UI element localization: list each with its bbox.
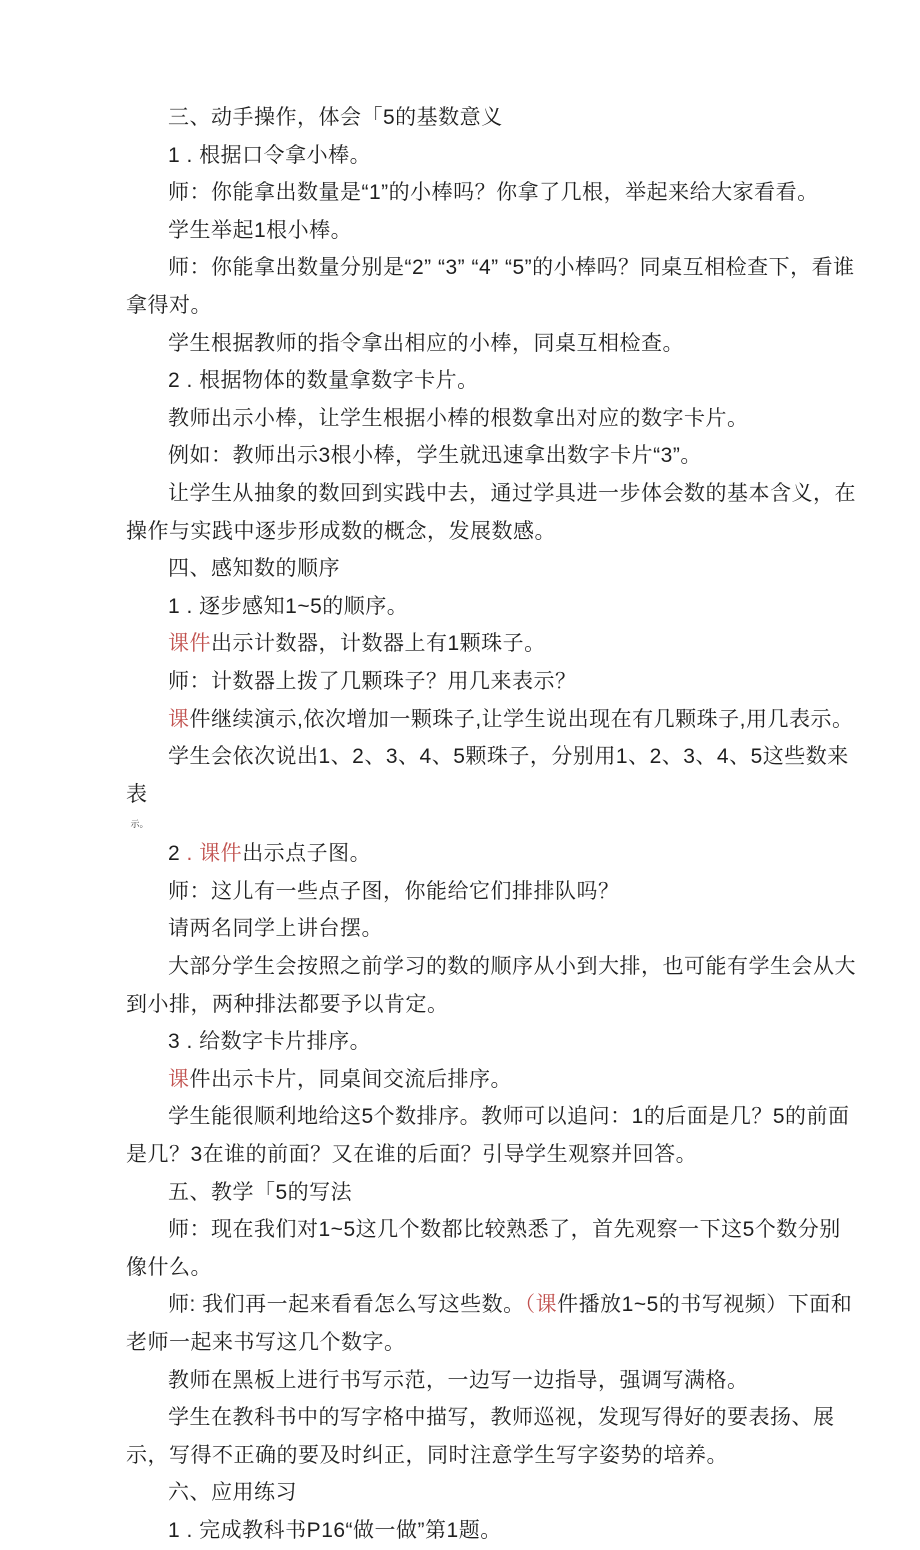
teacher-line [126, 1211, 860, 1286]
teacher-line [126, 174, 860, 212]
student-line [126, 1098, 860, 1173]
section-6-heading-segment: 六、应用练习 [168, 1481, 297, 1505]
teacher-line [126, 1286, 860, 1361]
section-4-heading [126, 550, 860, 588]
courseware-line-segment: 件出示卡片，同桌间交流后排序。 [189, 1067, 512, 1091]
teacher-line-segment: 教师出示小棒，让学生根据小棒的根数拿出对应的数字卡片。 [168, 406, 749, 430]
teacher-line [126, 873, 860, 911]
teacher-line-segment: 师：计数器上拨了几颗珠子？用几来表示？ [168, 669, 577, 693]
teacher-line [126, 400, 860, 438]
teacher-line-segment: 教师在黑板上进行书写示范，一边写一边指导，强调写满格。 [168, 1368, 749, 1392]
instruction-line-segment: 请两名同学上讲台摆。 [168, 917, 383, 941]
example-line-segment: 例如：教师出示3根小棒，学生就迅速拿出数字卡片“3”。 [168, 444, 702, 468]
teacher-line-segment: 师：你能拿出数量分别是“2” “3” “4” “5”的小棒吗？同桌互相检查下，看谁拿得对。 [126, 256, 855, 317]
item-3-heading [126, 1023, 860, 1061]
student-line-segment: 学生根据教师的指令拿出相应的小棒，同桌互相检查。 [168, 331, 684, 355]
section-3-heading-segment: 三、动手操作，体会「5的基数意义 [168, 106, 503, 129]
teacher-line-segment: 件播放1~5的书写视频）下面和老师一起来书写这几个数字。 [126, 1293, 853, 1354]
courseware-line-segment: 课 [168, 1067, 190, 1091]
item-2-heading [126, 362, 860, 400]
student-line [126, 212, 860, 250]
section-6-heading [126, 1474, 860, 1512]
item-2-heading-segment: 2 . 根据物体的数量拿数字卡片。 [168, 369, 479, 393]
section-3-heading [126, 99, 860, 137]
student-line [126, 738, 860, 813]
courseware-line-segment: 课 [168, 707, 190, 731]
item-2-heading-segment: . 课件 [186, 842, 243, 866]
courseware-line [126, 1061, 860, 1099]
section-4-heading-segment: 四、感知数的顺序 [168, 557, 340, 581]
overflow-char-line [126, 813, 860, 835]
courseware-line-segment: 件继续演示,依次增加一颗珠子,让学生说出现在有几颗珠子,用几表示。 [189, 707, 854, 731]
student-line-segment: 学生能很顺利地给这5个数排序。教师可以追问：1的后面是几？5的前面是几？3在谁的前面？又在谁的后面？引导学生观察并回答。 [126, 1105, 850, 1167]
teacher-line-segment: 师：这儿有一些点子图，你能给它们排排队吗？ [168, 879, 620, 903]
overflow-char-line-segment: 示。 [130, 819, 149, 830]
teacher-line-segment: 师：现在我们对1~5这几个数都比较熟悉了，首先观察一下这5个数分别像什么。 [126, 1218, 841, 1279]
teacher-line-segment: （课 [524, 1293, 558, 1317]
note-line [126, 948, 860, 1023]
example-line [126, 437, 860, 475]
item-3-heading-segment: 3 . 给数字卡片排序。 [168, 1030, 372, 1054]
item-1-heading [126, 137, 860, 175]
document-body [126, 99, 860, 1550]
section-5-heading-segment: 五、教学「5的写法 [168, 1180, 353, 1204]
courseware-line-segment: 出示计数器，计数器上有1颗珠子。 [211, 632, 546, 656]
item-1-heading-segment: 1 . 逐步感知1~5的顺序。 [168, 594, 409, 618]
item-1-heading [126, 588, 860, 626]
teacher-line-segment: 师：你能拿出数量是“1”的小棒吗？你拿了几根，举起来给大家看看。 [168, 181, 819, 205]
student-line-segment: 学生在教科书中的写字格中描写，教师巡视，发现写得好的要表扬、展示，写得不正确的要及时纠正，同时注意学生写字姿势的培养。 [126, 1406, 835, 1467]
courseware-line-segment: 课件 [168, 632, 211, 656]
instruction-line [126, 910, 860, 948]
item-2-heading-segment: 出示点子图。 [242, 842, 372, 866]
item-1-heading [126, 1512, 860, 1550]
item-1-heading-segment: 1 . 根据口令拿小棒。 [168, 143, 372, 167]
courseware-line [126, 701, 860, 739]
item-2-heading-segment: 2 [168, 842, 187, 866]
teacher-line-segment: 师: 我们再一起来看看怎么写这些数。 [168, 1293, 525, 1317]
summary-line-segment: 让学生从抽象的数回到实践中去，通过学具进一步体会数的基本含义，在操作与实践中逐步形成数的概念，发展数感。 [126, 481, 856, 543]
teacher-line [126, 249, 860, 324]
teacher-line [126, 1362, 860, 1400]
student-line-segment: 学生举起1根小棒。 [168, 218, 353, 242]
student-line [126, 1399, 860, 1474]
courseware-line [126, 625, 860, 663]
item-2-heading [126, 835, 860, 873]
teacher-line [126, 663, 860, 701]
student-line-segment: 学生会依次说出1、2、3、4、5颗珠子，分别用1、2、3、4、5这些数来表 [126, 745, 849, 806]
summary-line [126, 475, 860, 550]
item-1-heading-segment: 1 . 完成教科书P16“做一做”第1题。 [168, 1518, 502, 1542]
student-line [126, 325, 860, 363]
section-5-heading [126, 1174, 860, 1212]
note-line-segment: 大部分学生会按照之前学习的数的顺序从小到大排，也可能有学生会从大到小排，两种排法都要予以肯定。 [126, 955, 856, 1016]
